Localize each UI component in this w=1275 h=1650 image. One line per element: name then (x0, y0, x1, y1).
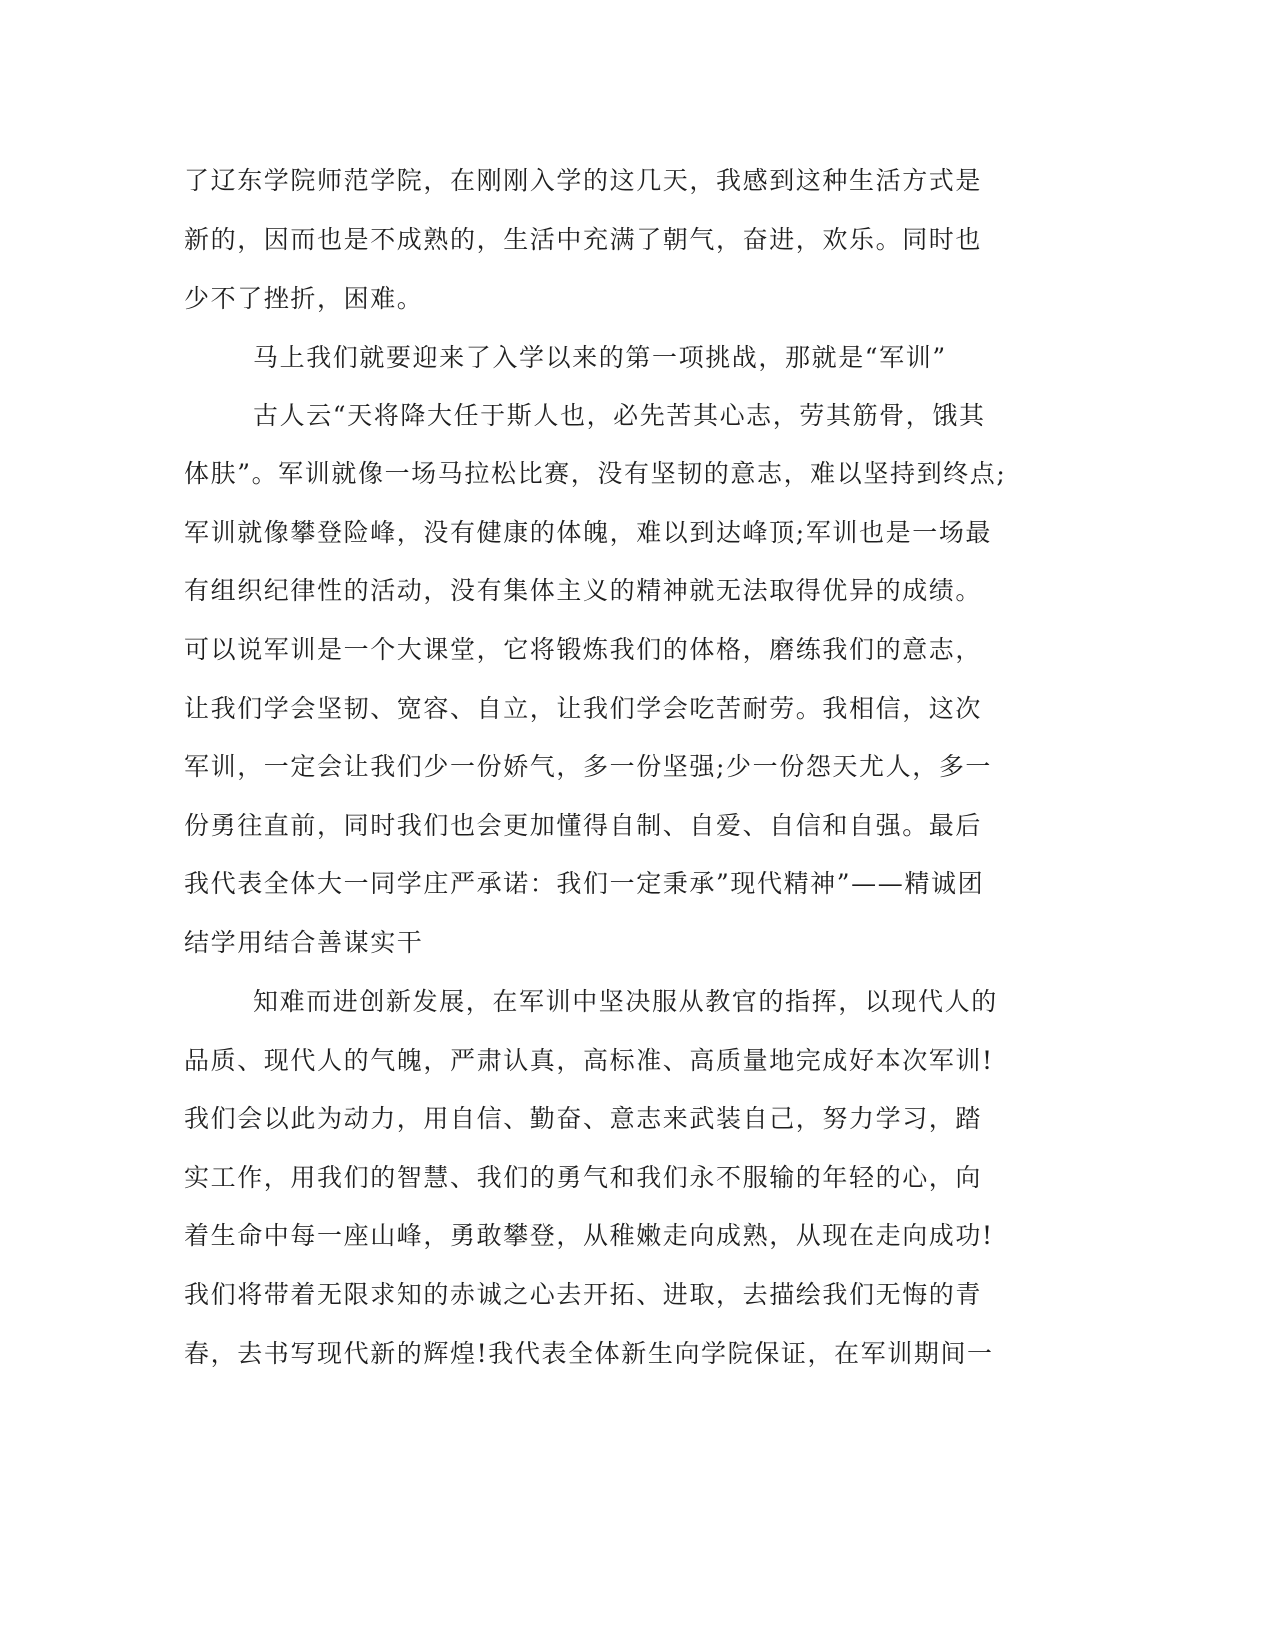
body-text-line: 了辽东学院师范学院，在刚刚入学的这几天，我感到这种生活方式是 (184, 166, 983, 195)
body-text-line: 着生命中每一座山峰，勇敢攀登，从稚嫩走向成熟，从现在走向成功! (184, 1221, 994, 1250)
body-text-line: 份勇往直前，同时我们也会更加懂得自制、自爱、自信和自强。最后 (184, 811, 983, 840)
body-text-line: 可以说军训是一个大课堂，它将锻炼我们的体格，磨练我们的意志， (184, 635, 983, 664)
body-text-line: 体肤”。军训就像一场马拉松比赛，没有坚韧的意志，难以坚持到终点; (184, 459, 1007, 488)
body-text-line: 军训就像攀登险峰，没有健康的体魄，难以到达峰顶;军训也是一场最 (184, 518, 993, 547)
body-text-line: 让我们学会坚韧、宽容、自立，让我们学会吃苦耐劳。我相信，这次 (184, 694, 983, 723)
body-text-line: 军训，一定会让我们少一份娇气，多一份坚强;少一份怨天尤人，多一 (184, 752, 993, 781)
body-text-line: 我们将带着无限求知的赤诚之心去开拓、进取，去描绘我们无悔的青 (184, 1280, 983, 1309)
body-text-line: 实工作，用我们的智慧、我们的勇气和我们永不服输的年轻的心，向 (184, 1163, 983, 1192)
body-text-line: 少不了挫折，困难。 (184, 284, 424, 313)
body-text-line: 知难而进创新发展，在军训中坚决服从教官的指挥，以现代人的 (253, 987, 998, 1016)
body-text-line: 结学用结合善谋实干 (184, 928, 424, 957)
body-text-line: 马上我们就要迎来了入学以来的第一项挑战，那就是“军训” (253, 343, 947, 372)
body-text-line: 古人云“天将降大任于斯人也，必先苦其心志，劳其筋骨，饿其 (253, 401, 986, 430)
body-text-line: 我们会以此为动力，用自信、勤奋、意志来武装自己，努力学习，踏 (184, 1104, 983, 1133)
body-text-line: 有组织纪律性的活动，没有集体主义的精神就无法取得优异的成绩。 (184, 576, 983, 605)
body-text-line: 我代表全体大一同学庄严承诺：我们一定秉承”现代精神”——精诚团 (184, 869, 985, 898)
body-text-line: 品质、现代人的气魄，严肃认真，高标准、高质量地完成好本次军训! (184, 1046, 994, 1075)
body-text-line: 春，去书写现代新的辉煌!我代表全体新生向学院保证，在军训期间一 (184, 1339, 994, 1368)
body-text-line: 新的，因而也是不成熟的，生活中充满了朝气，奋进，欢乐。同时也 (184, 225, 983, 254)
